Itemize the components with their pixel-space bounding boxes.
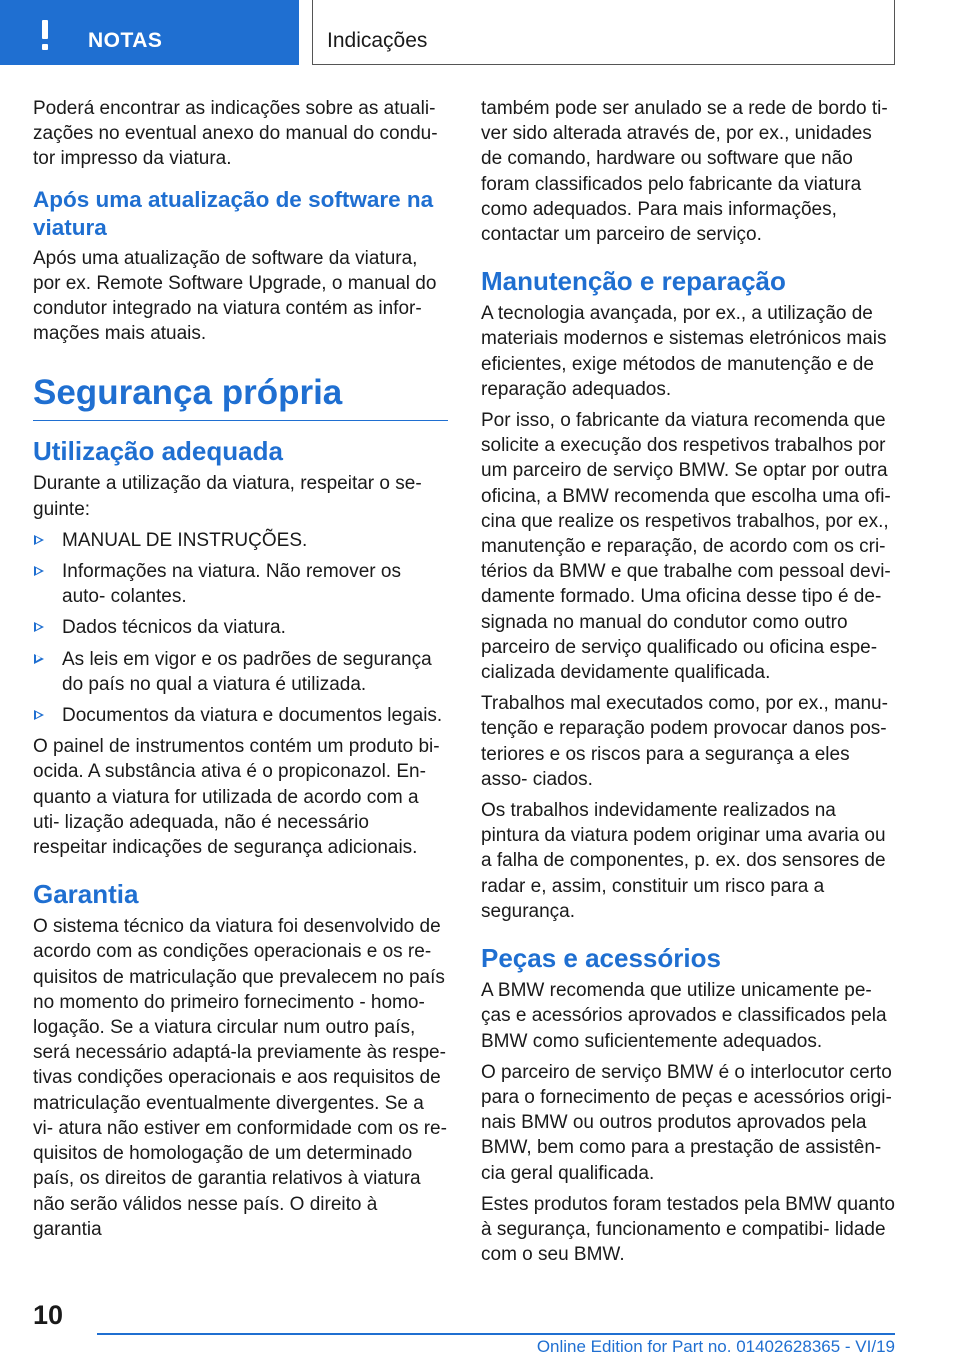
software-update-paragraph: Após uma atualização de software da viatura, por ex. Remote Software Upgrade, o manual do condutor integrado na viatura contém as infor- mações mais atuais. (33, 247, 437, 345)
header-tab-notas (0, 0, 299, 65)
list-item: MANUAL DE INSTRUÇÕES. (33, 528, 448, 553)
manutencao-paragraph-3: Trabalhos mal executados como, por ex., manu- tenção e reparação podem provocar danos pos- teriores e os riscos para a segurança a eles asso- ciados. (481, 693, 888, 790)
heading-seguranca-propria: Segurança própria (33, 372, 448, 421)
page-number: 10 (33, 1300, 64, 1330)
triangle-bullet-icon (34, 654, 44, 664)
left-column (33, 96, 448, 1248)
garantia-paragraph: O sistema técnico da viatura foi desenvolvido de acordo com as condições operacionais e os re- quisitos de matriculação que prevalecem no país no momento do primeiro fornecimento - homo- logação. Se a viatura circular num outro país, será necessário adaptá-la previamente às respe- tivas condições operacionais e aos requisitos de matriculação eventualmente divergentes. Se a vi- atura não estiver em conformidade com os re- quisitos de homologação de um determinado país, os direitos de garantia relativos à viatura não serão válidos nesse país. O direito à garantia (33, 916, 447, 1240)
list-item: Documentos da viatura e documentos legais. (33, 703, 448, 728)
pecas-paragraph-1: A BMW recomenda que utilize unicamente pe- ças e acessórios aprovados e classificados pela BMW como suficientemente adequados. (481, 980, 887, 1052)
heading-utilizacao-adequada: Utilização adequada (33, 436, 283, 467)
header-section-label: Indicações (327, 29, 428, 52)
manutencao-paragraph-2: Por isso, o fabricante da viatura recomenda que solicite a execução dos respetivos trabalhos por um parceiro de serviço BMW. Se optar por outra oficina, a BMW recomenda que escolha uma ofi- cina que realize os respetivos trabalhos, por ex., manutenção e reparação, de acordo com os cri- térios da BMW e que trabalhe com pessoal devi- damente formado. Uma oficina desse tipo é de- signada no manual do condutor como outro parceiro de serviço qualificado ou oficina espe- cializada devidamente qualificada. (481, 410, 891, 684)
heading-pecas-acessorios: Peças e acessórios (481, 943, 721, 974)
list-item: Informações na viatura. Não remover os auto- colantes. (33, 559, 448, 609)
right-column (481, 96, 896, 1273)
header-section (312, 0, 895, 65)
triangle-bullet-icon (34, 710, 44, 720)
utilizacao-paragraph: Durante a utilização da viatura, respeitar o se- guinte: (33, 473, 422, 520)
manutencao-paragraph-1: A tecnologia avançada, por ex., a utilização de materiais modernos e sistemas eletrónicos mais eficientes, exige métodos de manutenção e de reparação adequados. (481, 303, 887, 400)
utilizacao-list (33, 528, 448, 728)
pecas-paragraph-2: O parceiro de serviço BMW é o interlocutor certo para o fornecimento de peças e acessórios origi- nais BMW ou outros produtos aprovados pela BMW, bem como para a prestação de assistên- cia geral qualificada. (481, 1061, 892, 1184)
painel-paragraph: O painel de instrumentos contém um produto bi- ocida. A substância ativa é o propiconazol. En- quanto a viatura for utilizada de acordo com a uti- lização adequada, não é necessário respeitar indicações de segurança adicionais. (33, 736, 440, 859)
exclamation-icon (40, 20, 50, 52)
triangle-bullet-icon (34, 566, 44, 576)
heading-manutencao-reparacao: Manutenção e reparação (481, 266, 786, 297)
header-tab-label: NOTAS (88, 29, 163, 52)
list-item: Dados técnicos da viatura. (33, 615, 448, 640)
intro-paragraph: Poderá encontrar as indicações sobre as atuali- zações no eventual anexo do manual do condu- tor impresso da viatura. (33, 98, 438, 170)
heading-garantia: Garantia (33, 879, 139, 910)
footer-edition: Online Edition for Part no. 01402628365 - VI/19 (536, 1337, 895, 1356)
pecas-paragraph-3: Estes produtos foram testados pela BMW quanto à segurança, funcionamento e compatibi- lidade com o seu BMW. (481, 1193, 895, 1266)
triangle-bullet-icon (34, 535, 44, 545)
garantia-continued-paragraph: também pode ser anulado se a rede de bordo ti- ver sido alterada através de, por ex., unidades de comando, hardware ou software que não foram classificados pelo fabricante da viatura como adequados. Para mais informações, contactar um parceiro de serviço. (481, 98, 888, 246)
heading-software-update: Após uma atualização de software na viatura (33, 186, 434, 240)
footer-divider (97, 1333, 895, 1335)
manutencao-paragraph-4: Os trabalhos indevidamente realizados na pintura da viatura podem originar uma avaria ou a falha de componentes, p. ex. dos sensores de radar e, assim, constituir um risco para a segurança. (481, 800, 886, 922)
triangle-bullet-icon (34, 622, 44, 632)
list-item: As leis em vigor e os padrões de segurança do país no qual a viatura é utilizada. (33, 647, 448, 697)
